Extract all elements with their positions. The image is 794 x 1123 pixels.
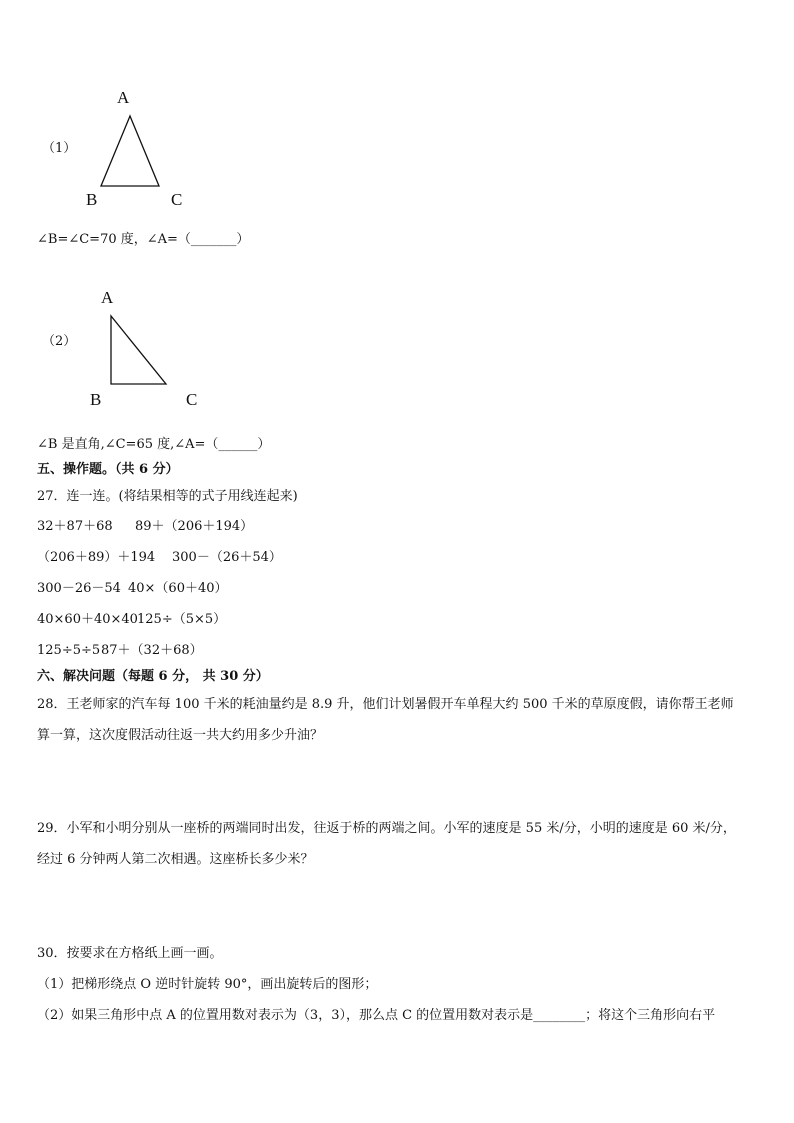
expression-left-5: 125÷5÷5: [37, 643, 101, 658]
part2-number: （2）: [42, 334, 77, 349]
expression-left-1: 32＋87＋68: [37, 519, 113, 534]
question-28-line-1: 28．王老师家的汽车每 100 千米的耗油量约是 8.9 升，他们计划暑假开车单程大约 500 千米的草原度假，请你帮王老师: [37, 697, 734, 712]
expression-right-4: 125÷（5×5）: [137, 612, 227, 627]
expression-right-2: 300－（26＋54）: [172, 550, 282, 565]
isosceles-triangle-figure: [100, 114, 162, 188]
section-heading-operations: 五、操作题。（共 6 分）: [37, 462, 179, 477]
vertex-label-c: C: [171, 190, 183, 209]
part2-condition: ∠B 是直角,∠C=65 度,∠A=（______）: [37, 437, 271, 452]
expression-left-4: 40×60＋40×40: [37, 612, 138, 627]
section-heading-problem-solving: 六、解决问题（每题 6 分， 共 30 分）: [37, 669, 269, 684]
right-triangle-figure: [109, 314, 169, 386]
vertex-label-b: B: [86, 190, 98, 209]
vertex-label-b: B: [90, 390, 102, 409]
question-29-line-1: 29．小军和小明分别从一座桥的两端同时出发，往返于桥的两端之间。小军的速度是 55 米/分，小明的速度是 60 米/分，: [37, 821, 736, 836]
vertex-label-a: A: [117, 88, 130, 107]
expression-right-1: 89＋（206＋194）: [135, 519, 254, 534]
expression-left-3: 300－26－54: [37, 581, 121, 596]
question-30-sub-1: （1）把梯形绕点 O 逆时针旋转 90°，画出旋转后的图形；: [37, 977, 378, 992]
question-29-line-2: 经过 6 分钟两人第二次相遇。这座桥长多少米？: [37, 852, 314, 867]
expression-right-5: 87＋（32＋68）: [101, 643, 203, 658]
expression-right-3: 40×（60＋40）: [128, 581, 228, 596]
part1-condition: ∠B=∠C=70 度，∠A=（_______）: [37, 232, 250, 247]
question-27-stem: 27．连一连。(将结果相等的式子用线连起来): [37, 489, 298, 504]
question-30-sub-2: （2）如果三角形中点 A 的位置用数对表示为（3，3），那么点 C 的位置用数对表示是________；将这个三角形向右平: [37, 1008, 716, 1023]
question-28-line-2: 算一算，这次度假活动往返一共大约用多少升油？: [37, 728, 324, 743]
expression-left-2: （206＋89）＋194: [37, 550, 156, 565]
part1-number: （1）: [42, 141, 77, 156]
question-30-stem: 30．按要求在方格纸上画一画。: [37, 946, 223, 961]
vertex-label-a: A: [101, 288, 114, 307]
vertex-label-c: C: [186, 390, 198, 409]
